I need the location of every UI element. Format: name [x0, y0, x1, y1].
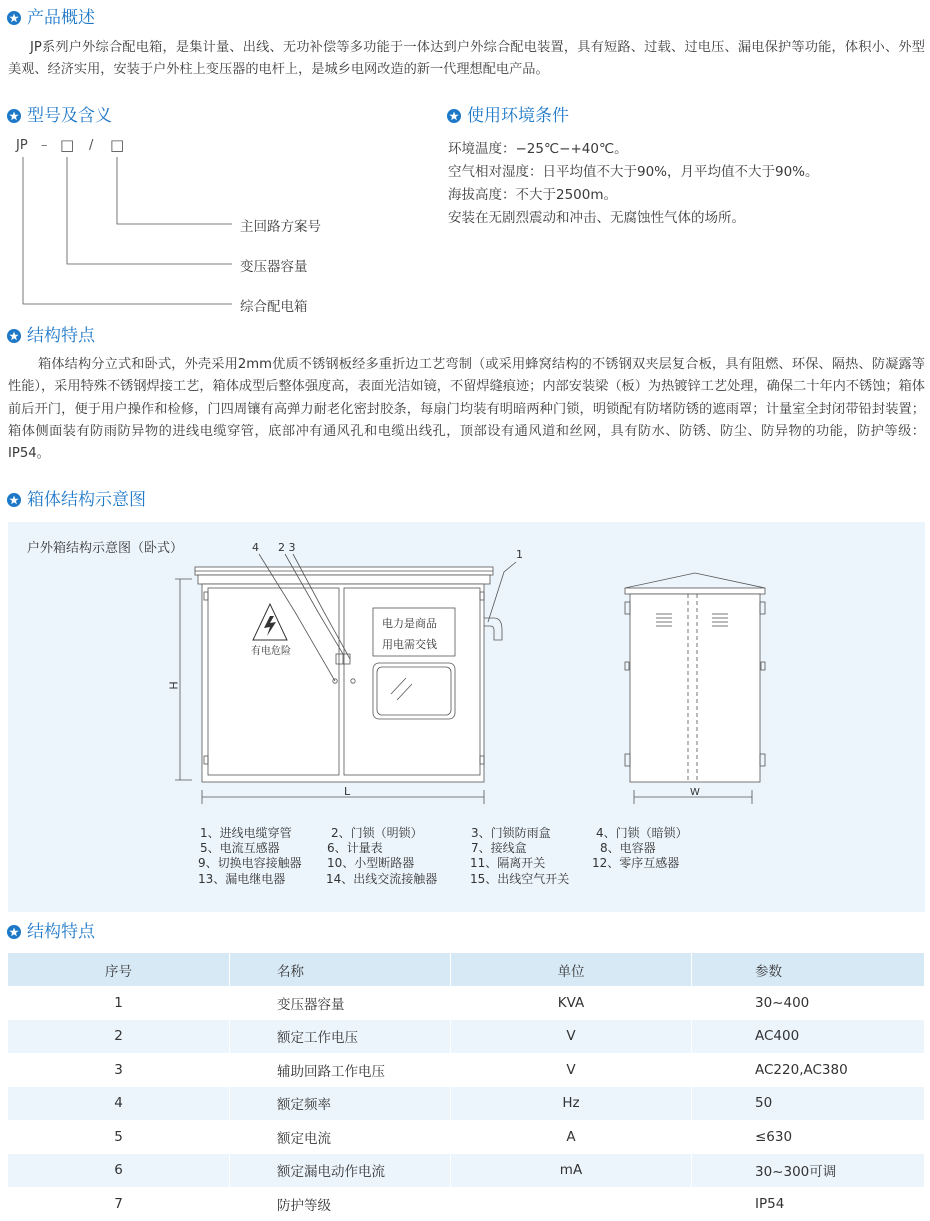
table-header-row — [8, 953, 925, 986]
cell-index: 5 — [8, 1120, 230, 1154]
cell-param: 50 — [692, 1087, 925, 1121]
section-title-text: 结构特点 — [27, 922, 95, 942]
table-row — [8, 1187, 925, 1221]
env-line-temperature: 环境温度：−25℃−+40℃。 — [448, 141, 628, 157]
section-title-diagram — [7, 490, 146, 510]
model-label-scheme: 主回路方案号 — [240, 219, 321, 235]
cell-index: 2 — [8, 1020, 230, 1054]
model-code-dash: – — [41, 138, 48, 153]
star-badge-icon — [7, 329, 21, 343]
cell-index: 4 — [8, 1087, 230, 1121]
cell-unit: mA — [451, 1154, 692, 1188]
model-leader-lines — [0, 0, 240, 320]
env-line-humidity: 空气相对湿度：日平均值不大于90%，月平均值不大于90%。 — [448, 164, 819, 180]
model-label-capacity: 变压器容量 — [240, 259, 308, 275]
cell-unit: KVA — [451, 986, 692, 1020]
cell-index: 7 — [8, 1187, 230, 1221]
dim-l-label: L — [344, 785, 351, 798]
header-unit: 单位 — [451, 953, 692, 986]
legend-item: 11、隔离开关 — [470, 856, 546, 870]
model-label-box: 综合配电箱 — [240, 299, 308, 315]
cell-index: 3 — [8, 1053, 230, 1087]
env-line-location: 安装在无剧烈震动和冲击、无腐蚀性气体的场所。 — [448, 210, 745, 226]
section-title-text: 产品概述 — [27, 8, 95, 28]
cell-unit: A — [451, 1120, 692, 1154]
cell-param: AC400 — [692, 1020, 925, 1054]
section-title-specs — [7, 922, 95, 942]
cell-name: 防护等级 — [230, 1187, 451, 1221]
cell-name: 额定电流 — [230, 1120, 451, 1154]
section-title-environment — [447, 106, 569, 126]
table-row — [8, 1087, 925, 1121]
section-title-text: 使用环境条件 — [467, 106, 569, 126]
star-badge-icon — [447, 109, 461, 123]
legend-item: 4、门锁（暗锁） — [596, 826, 688, 840]
legend-item: 5、电流互感器 — [200, 841, 280, 855]
callout-2-3: 2 3 — [278, 541, 296, 554]
cell-param: IP54 — [692, 1187, 925, 1221]
sign-line-2: 用电需交钱 — [382, 638, 437, 651]
cell-name: 变压器容量 — [230, 986, 451, 1020]
diagram-panel — [8, 522, 925, 912]
callout-1: 1 — [516, 548, 523, 561]
overview-paragraph: JP系列户外综合配电箱，是集计量、出线、无功补偿等多功能于一体达到户外综合配电装置，具有短路、过载、过电压、漏电保护等功能，体积小、外型美观、经济实用，安装于户外柱上变压器的电杆上，是城乡电网改造的新一代理想配电产品。 — [8, 40, 925, 78]
cell-name: 额定工作电压 — [230, 1020, 451, 1054]
legend-item: 8、电容器 — [600, 841, 656, 855]
header-name: 名称 — [230, 953, 451, 986]
model-code-prefix: JP — [16, 138, 28, 153]
cell-param: AC220,AC380 — [692, 1053, 925, 1087]
header-param: 参数 — [692, 953, 925, 986]
legend-item: 3、门锁防雨盒 — [471, 826, 551, 840]
table-row — [8, 1053, 925, 1087]
cell-param: 30~300可调 — [692, 1154, 925, 1188]
table-row — [8, 986, 925, 1020]
legend-item: 13、漏电继电器 — [198, 872, 286, 886]
cell-name: 辅助回路工作电压 — [230, 1053, 451, 1087]
cell-unit: Hz — [451, 1087, 692, 1121]
legend-item: 7、接线盒 — [471, 841, 527, 855]
spec-table — [8, 953, 925, 1221]
cell-index: 6 — [8, 1154, 230, 1188]
star-badge-icon — [7, 493, 21, 507]
section-title-text: 箱体结构示意图 — [27, 490, 146, 510]
dim-h-label: H — [167, 681, 181, 690]
legend-item: 2、门锁（明锁） — [331, 826, 423, 840]
table-row — [8, 1120, 925, 1154]
model-code-slash: / — [89, 138, 94, 153]
model-code-box-1: □ — [60, 136, 75, 154]
legend-item: 15、出线空气开关 — [470, 872, 570, 886]
legend-item: 12、零序互感器 — [592, 856, 680, 870]
dim-w-label: W — [690, 787, 700, 798]
enclosure-drawing — [8, 522, 925, 822]
cell-unit: V — [451, 1053, 692, 1087]
header-index: 序号 — [8, 953, 230, 986]
cell-param: ≤630 — [692, 1120, 925, 1154]
sign-line-1: 电力是商品 — [382, 617, 437, 630]
star-badge-icon — [7, 925, 21, 939]
cell-name: 额定频率 — [230, 1087, 451, 1121]
table-row — [8, 1020, 925, 1054]
cell-name: 额定漏电动作电流 — [230, 1154, 451, 1188]
section-title-structure — [7, 326, 95, 346]
cell-unit — [451, 1187, 692, 1221]
legend-item: 6、计量表 — [327, 841, 383, 855]
cell-unit: V — [451, 1020, 692, 1054]
legend-item: 14、出线交流接触器 — [326, 872, 438, 886]
cell-param: 30~400 — [692, 986, 925, 1020]
section-title-text: 结构特点 — [27, 326, 95, 346]
legend-item: 1、进线电缆穿管 — [200, 826, 292, 840]
legend-item: 10、小型断路器 — [327, 856, 415, 870]
legend-item: 9、切换电容接触器 — [198, 856, 302, 870]
cell-index: 1 — [8, 986, 230, 1020]
diagram-caption: 户外箱结构示意图（卧式） — [27, 541, 184, 556]
danger-label: 有电危险 — [251, 646, 291, 657]
callout-4: 4 — [252, 541, 259, 554]
env-line-altitude: 海拔高度：不大于2500m。 — [448, 187, 618, 203]
table-row — [8, 1154, 925, 1188]
structure-paragraph: 箱体结构分立式和卧式，外壳采用2mm优质不锈钢板经多重折边工艺弯制（或采用蜂窝结构的不锈钢双夹层复合板，具有阻燃、环保、隔热、防凝露等性能），采用特殊不锈钢焊接工艺，箱体成型后整体强度高，表面光洁如镜，不留焊缝痕迹；内部安装梁（板）为热镀锌工艺处理，确保二十年内不锈蚀；箱体前后开门，便于用户操作和检修，门四周镶有高弹力耐老化密封胶条，每扇门均装有明暗两种门锁，明锁配有防堵防锈的遮雨罩；计量室全封闭带铅封装置；箱体侧面装有防雨防异物的进线电缆穿管，底部冲有通风孔和电缆出线孔，顶部设有通风道和丝网，具有防水、防锈、防尘、防异物的功能，防护等级：IP54。 — [8, 357, 925, 462]
section-title-text: 型号及含义 — [27, 106, 112, 126]
model-code-box-2: □ — [110, 136, 125, 154]
